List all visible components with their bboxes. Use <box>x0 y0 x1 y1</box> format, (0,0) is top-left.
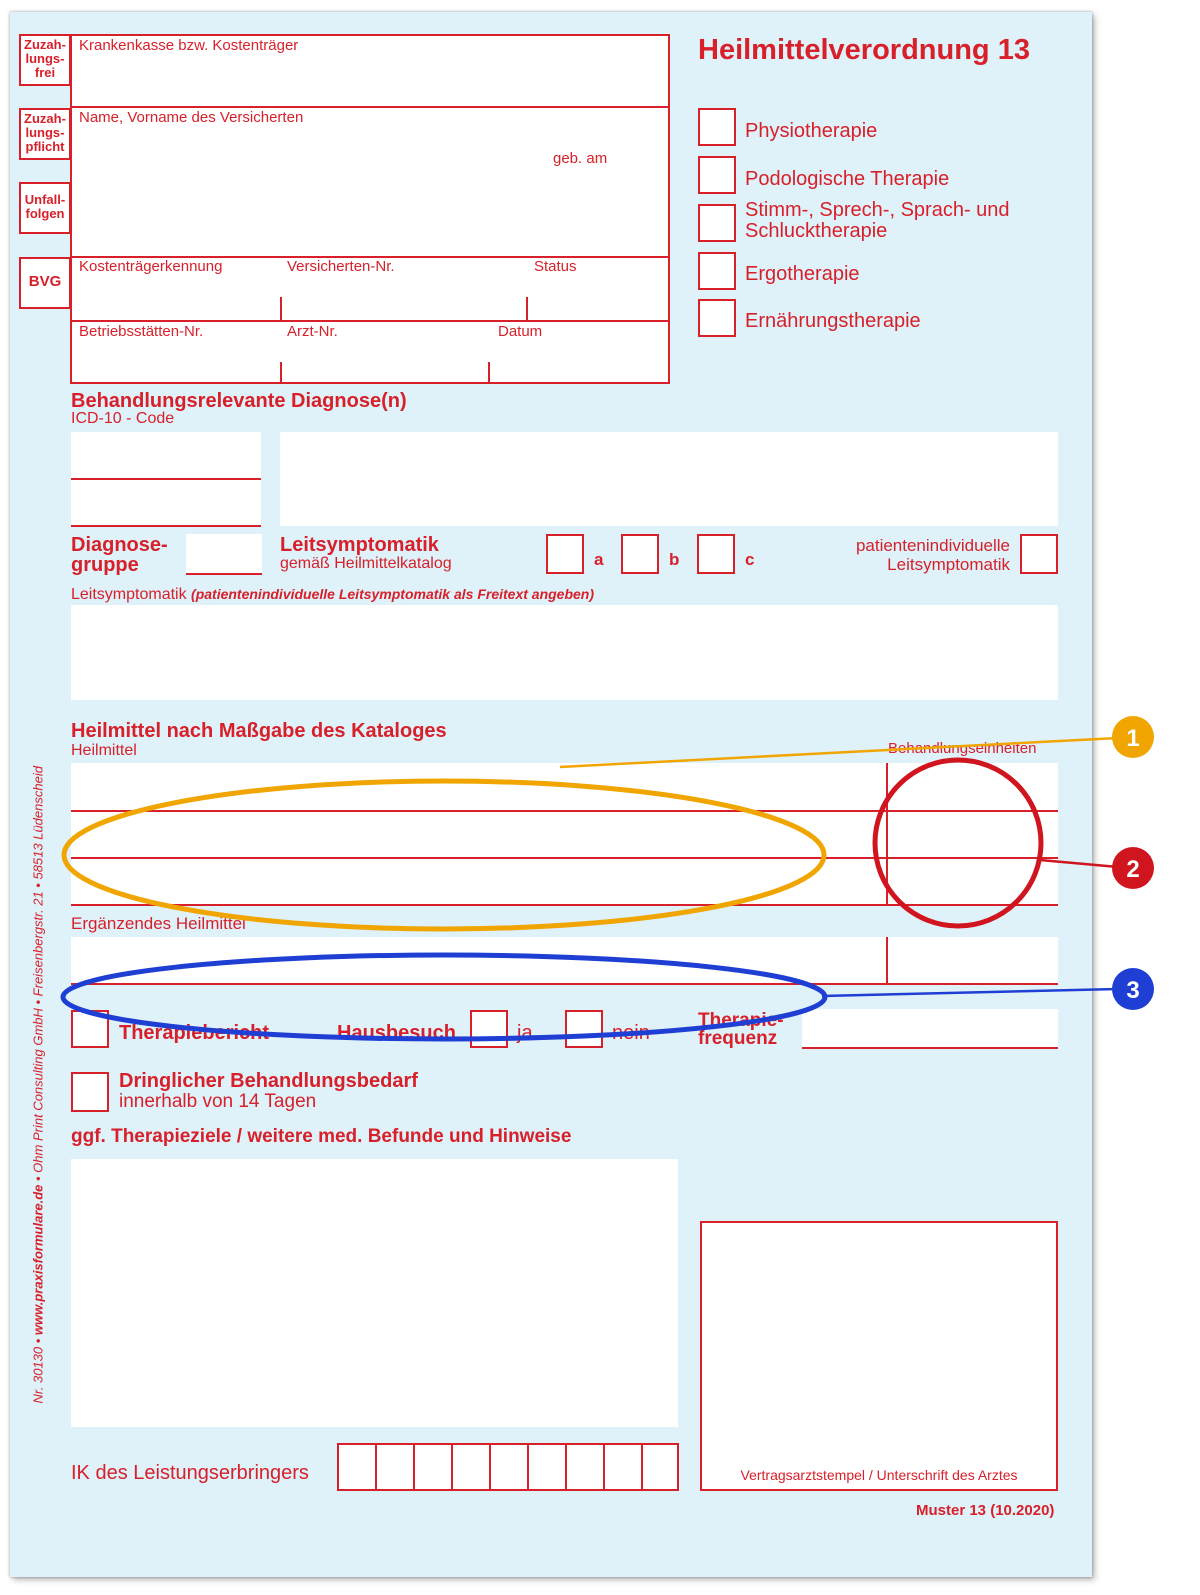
muster-label: Muster 13 (10.2020) <box>916 1502 1055 1519</box>
datum-label: Datum <box>498 323 543 340</box>
diagnosegruppe-label: Diagnose- gruppe <box>71 534 168 576</box>
leit-c-label: c <box>745 550 755 569</box>
heilmittel-label: Heilmittel <box>71 742 137 759</box>
status-label: Status <box>534 258 577 275</box>
side-print-nr: Nr. 30130 • <box>30 1335 46 1404</box>
therapiebericht-label: Therapiebericht <box>119 1022 270 1044</box>
zuzahlungsfrei-label: Zuzah- lungs- frei <box>24 37 66 80</box>
unfallfolgen-label: Unfall- folgen <box>24 192 66 221</box>
annotation-1-ellipse <box>64 781 824 929</box>
patientenindividuelle-label: patientenindividuelle Leitsymptomatik <box>855 536 1010 574</box>
ik-label: IK des Leistungserbringers <box>71 1462 309 1484</box>
annotation-2-number: 2 <box>1126 856 1140 883</box>
annotation-1-number: 1 <box>1126 725 1140 752</box>
diagnose-title: Behandlungsrelevante Diagnose(n) <box>71 390 407 412</box>
leit-free-label-text: Leitsymptomatik <box>71 586 187 603</box>
leit-a-label: a <box>594 550 604 569</box>
geb-label: geb. am <box>553 150 608 167</box>
therapiefrequenz-label: Therapie- frequenz <box>698 1010 784 1049</box>
annotation-3-leader <box>822 989 1118 996</box>
versicherten-nr-label: Versicherten-Nr. <box>287 258 395 275</box>
form-title: Heilmittelverordnung 13 <box>698 34 1030 66</box>
podologie-label: Podologische Therapie <box>745 168 950 190</box>
bvg-label: BVG <box>28 273 62 290</box>
annotation-1-leader <box>560 738 1118 767</box>
ernaehrung-label: Ernährungstherapie <box>745 310 921 332</box>
name-label: Name, Vorname des Versicherten <box>79 109 304 126</box>
icd-label: ICD-10 - Code <box>71 410 175 427</box>
leit-free-hint: (patientenindividuelle Leitsymptomatik als Freitext angeben) <box>191 586 595 602</box>
stimm-sprech-label: Stimm-, Sprech-, Sprach- und Schlucktherapie <box>745 199 1010 242</box>
krankenkasse-label: Krankenkasse bzw. Kostenträger <box>79 37 299 54</box>
annotation-3-number: 3 <box>1126 977 1140 1004</box>
ziele-title: ggf. Therapieziele / weitere med. Befunde und Hinweise <box>71 1126 572 1147</box>
ergaenzend-label: Ergänzendes Heilmittel <box>71 914 246 933</box>
physiotherapie-label: Physiotherapie <box>745 120 878 142</box>
zuzahlungspflicht-label: Zuzah- lungs- pflicht <box>24 111 66 154</box>
kostentraegerkennung-label: Kostenträgerkennung <box>79 258 223 275</box>
stempel-label: Vertragsarztstempel / Unterschrift des Arztes <box>740 1467 1018 1483</box>
ja-label: ja <box>517 1022 533 1044</box>
annotation-3-ellipse <box>63 955 825 1039</box>
hausbesuch-label: Hausbesuch <box>337 1022 456 1044</box>
side-print-url: www.praxisformulare.de <box>30 1184 46 1336</box>
annotation-2-circle <box>875 760 1041 926</box>
behandlungseinheiten-label: Behandlungseinheiten <box>888 740 1037 757</box>
side-print-rest: • Ohm Print Consulting GmbH • Freisenbergstr. 21 • 58513 Lüdenscheid <box>30 766 46 1185</box>
nein-label: nein <box>612 1022 650 1044</box>
betriebsstaetten-label: Betriebsstätten-Nr. <box>79 323 204 340</box>
arzt-nr-label: Arzt-Nr. <box>287 323 338 340</box>
dringlich-sub: innerhalb von 14 Tagen <box>119 1091 317 1112</box>
dringlich-title: Dringlicher Behandlungsbedarf <box>119 1070 418 1092</box>
annotation-2-leader <box>1040 860 1118 867</box>
leitsymptomatik-title: Leitsymptomatik <box>280 534 439 556</box>
heilmittel-title: Heilmittel nach Maßgabe des Kataloges <box>71 720 447 742</box>
ergotherapie-label: Ergotherapie <box>745 263 860 285</box>
leit-b-label: b <box>669 550 680 569</box>
leitsymptomatik-sub: gemäß Heilmittelkatalog <box>280 555 452 572</box>
